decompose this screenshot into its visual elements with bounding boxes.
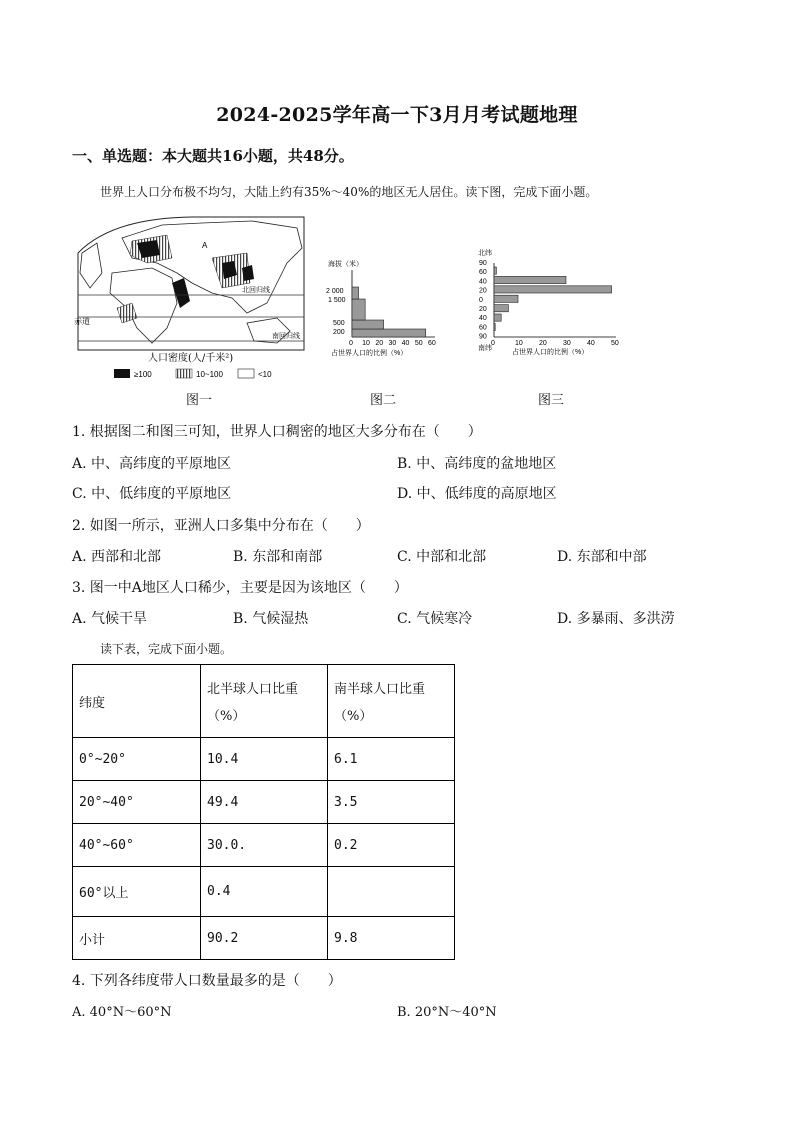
legend-high: ≥100	[134, 370, 152, 379]
altitude-chart	[323, 255, 453, 359]
table-header-north-line1: 北半球人口比重	[207, 682, 299, 697]
fig2-xtick: 30	[388, 340, 397, 347]
q1-option-d[interactable]: D. 中、低纬度的高原地区	[397, 486, 557, 502]
fig3-ytick: 60	[479, 324, 487, 332]
fig2-bar-3	[352, 287, 359, 299]
table-row	[73, 781, 455, 824]
fig3-ytick: 90	[479, 260, 487, 267]
fig2-ylabel: 海拔（米）	[328, 261, 363, 268]
fig2-xlabel: 占世界人口的比例（%）	[331, 350, 408, 357]
intro-text: 世界上人口分布极不均匀，大陆上约有35%～40%的地区无人居住。读下图，完成下面小题。	[100, 185, 598, 199]
legend-swatch-mid	[176, 369, 192, 378]
fig3-bar-4	[494, 305, 508, 312]
q1-stem: 1. 根据图二和图三可知，世界人口稠密的地区大多分布在（ ）	[72, 424, 482, 440]
table-cell: 0.4	[201, 867, 328, 917]
fig3-xlabel: 占世界人口的比例（%）	[512, 349, 589, 356]
q4-option-b[interactable]: B. 20°N～40°N	[397, 1005, 497, 1020]
fig2-xtick: 10	[362, 340, 370, 347]
fig2-xtick: 0	[349, 340, 353, 347]
fig2-xtick: 50	[414, 340, 423, 347]
figure3-caption: 图三	[538, 393, 565, 408]
legend-low: <10	[258, 370, 272, 379]
q1-option-a[interactable]: A. 中、高纬度的平原地区	[72, 456, 232, 472]
q2-option-b[interactable]: B. 东部和南部	[233, 549, 323, 565]
legend-swatch-high	[114, 369, 130, 378]
table-cell: 0°~20°	[73, 738, 201, 781]
figure2-caption: 图二	[370, 393, 397, 408]
table-cell: 小计	[73, 917, 201, 960]
table-cell: 90.2	[201, 917, 328, 960]
fig3-bar-6	[494, 323, 495, 330]
q2-option-d[interactable]: D. 东部和中部	[557, 549, 647, 565]
fig3-xtick: 10	[515, 340, 523, 347]
latitude-chart	[476, 245, 626, 359]
fig3-ytick: 0	[479, 296, 483, 304]
fig2-ytick-2000: 2 000	[326, 288, 344, 295]
legend-mid: 10~100	[196, 370, 223, 379]
fig3-ytick: 60	[479, 269, 487, 277]
fig2-bar-1	[352, 320, 384, 329]
table-header-south	[328, 665, 455, 738]
fig2-bar-0	[352, 329, 426, 337]
table-intro: 读下表，完成下面小题。	[100, 642, 233, 656]
table-cell: 10.4	[201, 738, 328, 781]
fig3-bar-5	[494, 314, 501, 321]
tropic-label: 北回归线	[242, 287, 270, 294]
fig3-xtick: 20	[539, 340, 547, 347]
q3-option-c[interactable]: C. 气候寒冷	[397, 611, 473, 627]
fig3-bar-2	[494, 286, 612, 293]
page-title: 2024-2025学年高一下3月月考试题地理	[216, 104, 578, 126]
table-row	[73, 867, 455, 917]
population-map	[72, 213, 312, 388]
q3-stem: 3. 图一中A地区人口稀少，主要是因为该地区（ ）	[72, 580, 408, 596]
tropic-south-label: 南回归线	[272, 333, 300, 340]
fig2-xtick: 40	[401, 340, 410, 347]
table-header-row	[73, 665, 455, 738]
q3-option-d[interactable]: D. 多暴雨、多洪涝	[557, 611, 675, 627]
fig3-xtick: 0	[491, 340, 495, 347]
table-header-north	[201, 665, 328, 738]
table-cell: 3.5	[328, 781, 455, 824]
fig3-xtick: 50	[611, 340, 619, 347]
q2-option-a[interactable]: A. 西部和北部	[72, 549, 162, 565]
table-cell: 9.8	[328, 917, 455, 960]
region-a-label: A	[202, 241, 208, 250]
table-cell: 49.4	[201, 781, 328, 824]
q1-option-b[interactable]: B. 中、高纬度的盆地地区	[397, 456, 557, 472]
section-heading: 一、单选题：本大题共16小题，共48分。	[72, 147, 354, 165]
q1-option-c[interactable]: C. 中、低纬度的平原地区	[72, 486, 232, 502]
equator-label: 赤道	[74, 317, 90, 326]
fig2-xtick: 20	[375, 340, 384, 347]
table-cell: 20°~40°	[73, 781, 201, 824]
table-header-south-line2: （%）	[334, 709, 373, 724]
table-cell	[328, 867, 455, 917]
fig3-ytick: 20	[479, 306, 487, 313]
fig3-top-label: 北纬	[478, 250, 492, 257]
legend-swatch-low	[238, 369, 254, 378]
figure1-caption: 图一	[186, 393, 213, 408]
fig3-xtick: 30	[563, 340, 571, 347]
table-cell: 60°以上	[73, 867, 201, 917]
q3-option-b[interactable]: B. 气候湿热	[233, 611, 309, 627]
q2-stem: 2. 如图一所示，亚洲人口多集中分布在（ ）	[72, 518, 370, 534]
q4-option-a[interactable]: A. 40°N～60°N	[72, 1005, 172, 1020]
fig2-ytick-1500: 1 500	[328, 297, 346, 304]
fig3-bar-1	[494, 276, 566, 283]
table-cell: 40°~60°	[73, 824, 201, 867]
q4-stem: 4. 下列各纬度带人口数量最多的是（ ）	[72, 973, 342, 989]
table-header-south-line1: 南半球人口比重	[334, 682, 426, 697]
table-row	[73, 917, 455, 960]
fig3-bottom-label: 南纬	[478, 345, 492, 352]
q3-option-a[interactable]: A. 气候干旱	[72, 611, 148, 627]
fig3-bar-3	[494, 295, 518, 302]
table-header-north-line2: （%）	[207, 709, 246, 724]
fig3-ytick: 90	[479, 333, 487, 341]
table-cell: 6.1	[328, 738, 455, 781]
fig2-ytick-500: 500	[333, 320, 345, 327]
table-row	[73, 824, 455, 867]
table-cell: 0.2	[328, 824, 455, 867]
latitude-population-table	[72, 664, 455, 960]
fig3-ytick: 20	[479, 287, 487, 295]
fig2-xtick: 60	[428, 340, 436, 347]
table-cell: 30.0.	[201, 824, 328, 867]
fig3-ytick: 40	[479, 278, 487, 286]
table-header-latitude: 纬度	[73, 665, 201, 738]
fig3-ytick: 40	[479, 315, 487, 323]
legend-title: 人口密度(人/千米²)	[148, 353, 234, 364]
q2-option-c[interactable]: C. 中部和北部	[397, 549, 487, 565]
fig2-bar-2	[352, 299, 365, 320]
table-row	[73, 738, 455, 781]
fig2-ytick-200: 200	[333, 329, 345, 336]
fig3-xtick: 40	[587, 340, 595, 347]
fig3-bar-0	[494, 267, 496, 274]
